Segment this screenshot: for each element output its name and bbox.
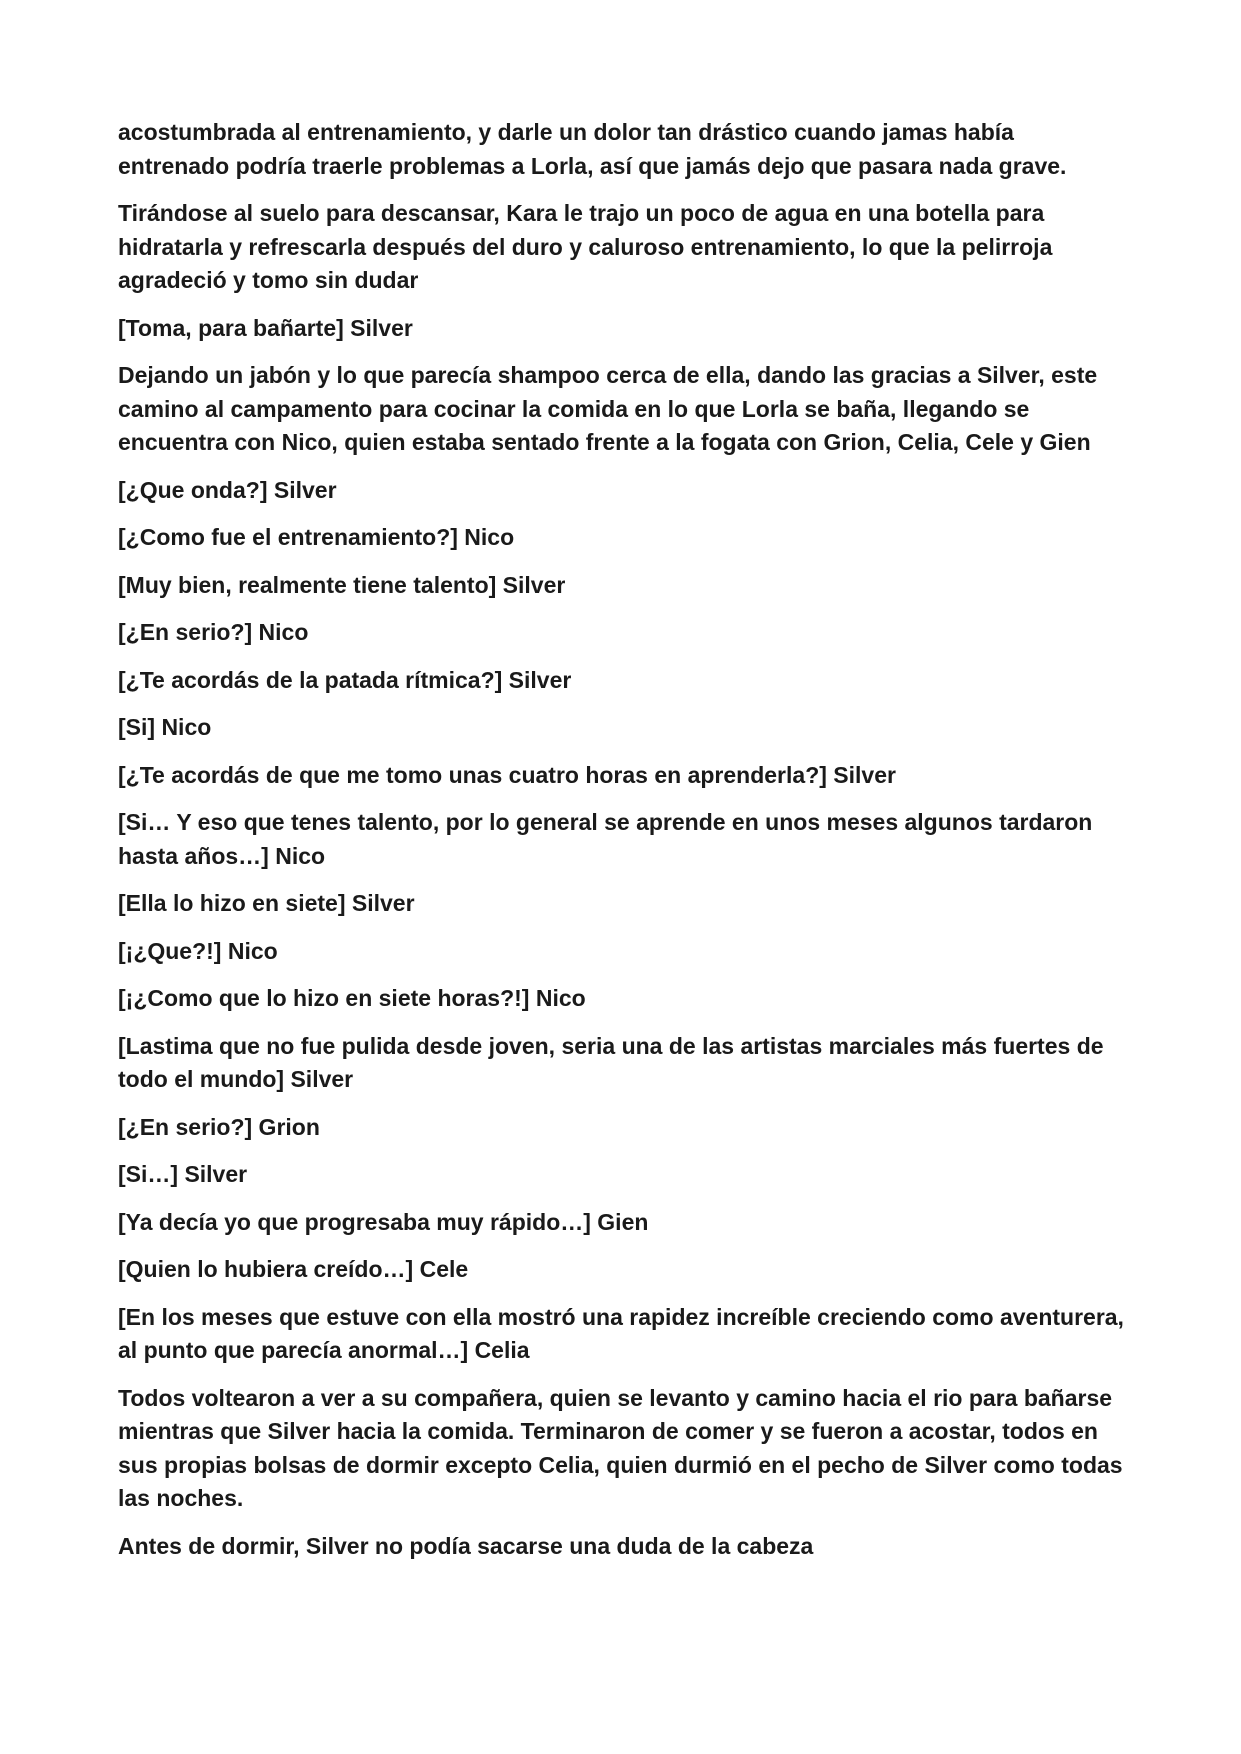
dialogue-line: [¿Como fue el entrenamiento?] Nico <box>118 524 515 550</box>
dialogue-line: [Lastima que no fue pulida desde joven, seria una de las artistas marciales más fuertes de todo el mundo] Silver <box>118 1032 1104 1092</box>
dialogue-line: [¿Te acordás de que me tomo unas cuatro horas en aprenderla?] Silver <box>118 761 896 788</box>
dialogue-line: [¿Te acordás de la patada rítmica?] Silver <box>118 666 572 693</box>
dialogue-line: [En los meses que estuve con ella mostró una rapidez increíble creciendo como aventurera, al punto que parecía anormal…] Celia <box>118 1303 1124 1363</box>
paragraph: Tirándose al suelo para descansar, Kara le trajo un poco de agua en una botella para hidratarla y refrescarla después del duro y caluroso entrenamiento, lo que la pelirroja agradeció y tomo sin dudar <box>118 200 1053 293</box>
dialogue-line: [Muy bien, realmente tiene talento] Silver <box>118 571 566 598</box>
paragraph: Antes de dormir, Silver no podía sacarse una duda de la cabeza <box>118 1532 814 1559</box>
dialogue-line: [Si…] Silver <box>118 1161 248 1187</box>
dialogue-line: [¿Que onda?] Silver <box>118 476 337 503</box>
dialogue-line: [¡¿Como que lo hizo en siete horas?!] Nico <box>118 985 586 1011</box>
dialogue-line: [Si] Nico <box>118 714 212 740</box>
dialogue-line: [¡¿Que?!] Nico <box>118 937 278 964</box>
dialogue-line: [Si… Y eso que tenes talento, por lo general se aprende en unos meses algunos tardaron hasta años…] Nico <box>118 809 1093 869</box>
document-page <box>118 116 1128 1577</box>
paragraph: acostumbrada al entrenamiento, y darle un dolor tan drástico cuando jamas había entrenado podría traerle problemas a Lorla, así que jamás dejo que pasara nada grave. <box>118 119 1067 179</box>
dialogue-line: [Toma, para bañarte] Silver <box>118 314 413 341</box>
dialogue-line: [¿En serio?] Grion <box>118 1113 320 1140</box>
paragraph: Todos voltearon a ver a su compañera, quien se levanto y camino hacia el rio para bañarse mientras que Silver hacia la comida. Terminaron de comer y se fueron a acostar, todos en sus propias bolsas de dormir excepto Celia, quien durmió en el pecho de Silver como todas las noches. <box>118 1384 1123 1511</box>
dialogue-line: [Quien lo hubiera creído…] Cele <box>118 1256 469 1282</box>
dialogue-line: [¿En serio?] Nico <box>118 619 309 645</box>
paragraph: Dejando un jabón y lo que parecía shampoo cerca de ella, dando las gracias a Silver, este camino al campamento para cocinar la comida en lo que Lorla se baña, llegando se encuentra con Nico, quien estaba sentado frente a la fogata con Grion, Celia, Cele y Gien <box>118 362 1098 455</box>
dialogue-line: [Ella lo hizo en siete] Silver <box>118 890 415 916</box>
dialogue-line: [Ya decía yo que progresaba muy rápido…] Gien <box>118 1208 649 1235</box>
